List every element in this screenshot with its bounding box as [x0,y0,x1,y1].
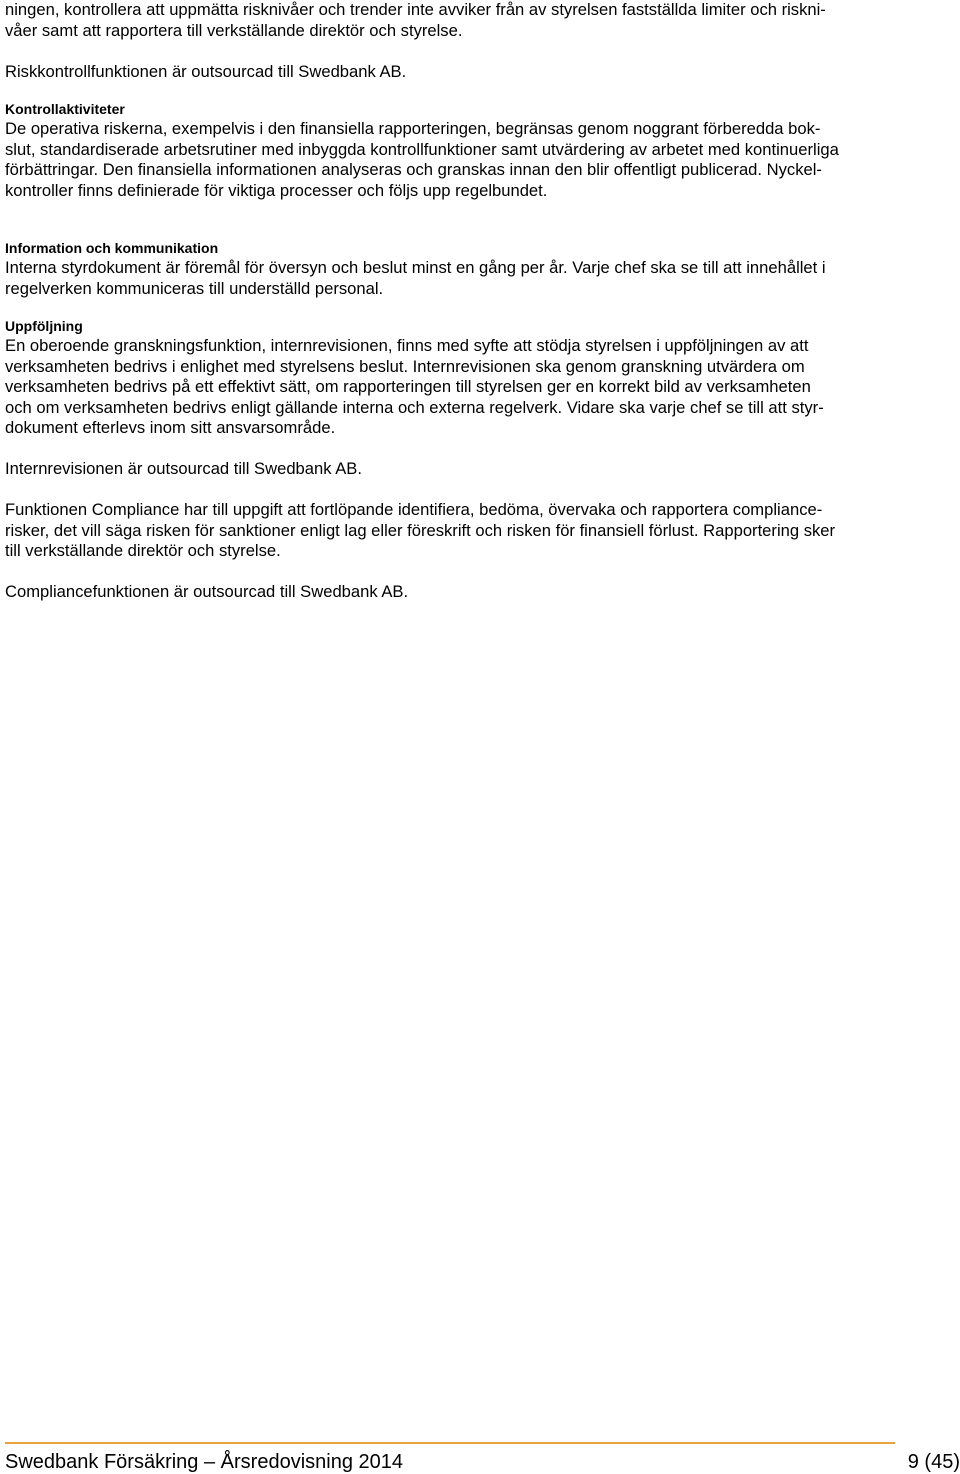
section-heading-kontrollaktiviteter: Kontrollaktiviteter [5,101,125,117]
kontroll-line-2: slut, standardiserade arbetsrutiner med inbyggda kontrollfunktioner samt utvärdering av arbetet med kontinuerliga [5,140,839,159]
footer-rule [5,1442,895,1444]
uppf-line-5: dokument efterlevs inom sitt ansvarsområde. [5,418,336,437]
section-heading-uppfoljning: Uppföljning [5,318,83,334]
kontroll-line-4: kontroller finns definierade för viktiga processer och följs upp regelbundet. [5,181,548,200]
info-line-1: Interna styrdokument är föremål för översyn och beslut minst en gång per år. Varje chef ska se till att innehållet i [5,258,826,277]
uppf-line-4: och om verksamheten bedrivs enligt gällande interna och externa regelverk. Vidare ska varje chef se till att styr- [5,398,824,417]
kontroll-line-3: förbättringar. Den finansiella informationen analyseras och granskas innan den blir offentligt publicerad. Nyckel- [5,160,822,179]
section-heading-information: Information och kommunikation [5,240,219,256]
compliance-line-1: Funktionen Compliance har till uppgift att fortlöpande identifiera, bedöma, övervaka och rapportera compliance- [5,500,823,519]
intro-line-2: våer samt att rapportera till verkställande direktör och styrelse. [5,21,463,40]
risk-control-outsourced: Riskkontrollfunktionen är outsourcad till Swedbank AB. [5,62,407,81]
uppf-line-1: En oberoende granskningsfunktion, internrevisionen, finns med syfte att stödja styrelsen i uppföljningen av att [5,336,809,355]
kontroll-line-1: De operativa riskerna, exempelvis i den finansiella rapporteringen, begränsas genom noggrant förberedda bok- [5,119,821,138]
uppf-line-2: verksamheten bedrivs i enlighet med styrelsens beslut. Internrevisionen ska genom granskning utvärdera om [5,357,805,376]
compliance-outsourced: Compliancefunktionen är outsourcad till Swedbank AB. [5,582,409,601]
compliance-line-2: risker, det vill säga risken för sanktioner enligt lag eller föreskrift och risken för finansiell förlust. Rapportering sker [5,521,836,540]
info-line-2: regelverken kommuniceras till underställd personal. [5,279,384,298]
internal-audit-outsourced: Internrevisionen är outsourcad till Swedbank AB. [5,459,362,478]
uppf-line-3: verksamheten bedrivs på ett effektivt sätt, om rapporteringen till styrelsen ger en korrekt bild av verksamheten [5,377,811,396]
intro-line-1: ningen, kontrollera att uppmätta risknivåer och trender inte avviker från av styrelsen fastställda limiter och riskni- [5,0,826,19]
footer-title: Swedbank Försäkring – Årsredovisning 2014 [5,1451,403,1473]
compliance-line-3: till verkställande direktör och styrelse. [5,541,281,560]
footer-page-number: 9 (45) [907,1451,960,1473]
